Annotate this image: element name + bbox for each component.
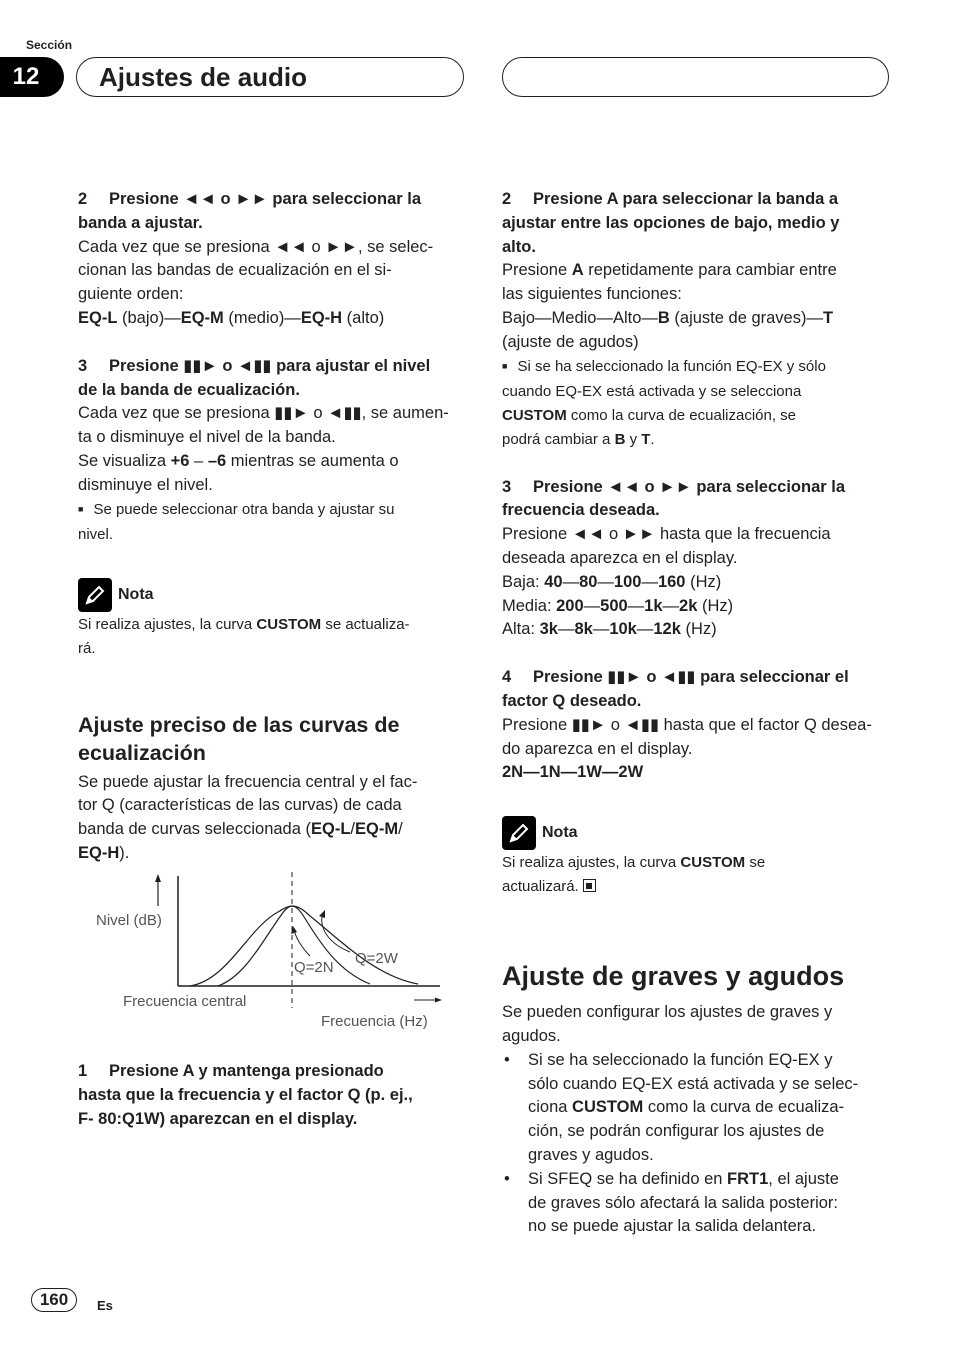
freq-high: Alta: 3k—8k—10k—12k (Hz): [502, 620, 717, 639]
eq-curve-diagram: [78, 868, 458, 1038]
bass-treble-bullets: [502, 1049, 890, 1239]
section-heading-bass-treble: Ajuste de graves y agudos: [502, 961, 845, 992]
step-3-left: 3 Presione ▮▮► o ◄▮▮ para ajustar el nivel de la banda de ecualización. Cada vez que se presiona ▮▮► o ◄▮▮, se aumen- ta o disminuye el nivel de la banda. Se visualiza +6 – –6 mientras se aumenta o disminuye el nivel. ■ Se puede seleccionar otra banda y ajustar su nivel.: [78, 355, 466, 547]
pencil-note-icon: [78, 578, 112, 612]
list-item: • Si se ha seleccionado la función EQ-EX y sólo cuando EQ-EX está activada y se selec- ciona CUSTOM como la curva de ecualiza- ción, se podrán configurar los ajustes de graves y agudos.: [502, 1049, 890, 1168]
end-square-icon: [583, 879, 596, 892]
q-values: 2N—1N—1W—2W: [502, 763, 644, 782]
label-frequency: Frecuencia (Hz): [321, 1013, 428, 1030]
nota-header: [78, 577, 466, 613]
label-q-2n: Q=2N: [294, 959, 334, 976]
page-number: 160: [31, 1288, 77, 1312]
nota-header-right: Nota: [502, 815, 890, 851]
step-note: ■ Se puede seleccionar otra banda y ajustar su: [78, 498, 466, 523]
section-label: Sección: [26, 38, 73, 52]
step-1-left: 1 Presione A y mantenga presionado hasta que la frecuencia y el factor Q (p. ej., F- 80:Q1W) aparezcan en el display.: [78, 1062, 413, 1128]
right-column: 2 Presione A para seleccionar la banda a ajustar entre las opciones de bajo, medio y alto. Presione A repetidamente para cambiar entre las siguientes funciones: Bajo—Medio—Alto—B (ajuste de graves)—T (ajuste de agudos) ■ Si se ha seleccionado la función EQ-EX y sólo cuando EQ-EX está activada y se selecciona CUSTOM como la curva de ecualización, se podrá cambiar a B y T. 3 Presione ◄◄ o ►► para seleccionar la frecuencia deseada. Presione ◄◄ o ►► hasta que la frecuencia deseada aparezca en el display. Baja: 40—80—100—160 (Hz) Media: 200—500—1k—2k (Hz) Alta: 3k—8k—10k—12k (Hz) 4 Presione ▮▮► o ◄▮▮ para seleccionar el factor Q deseado. Presione ▮▮► o ◄▮▮ hasta que el factor Q desea- do aparezca en el display. 2N—1N—1W—2W Nota Si realiza ajustes, la curva CUSTOM se actualizará. Ajuste de graves y agudos Se pueden configurar los ajustes de graves y agudos. • Si se ha seleccionado la función EQ-EX y sólo cuando EQ-EX está activada y se selec- ciona CUSTOM como la curva de ecualiza- ción, se podrán configurar los ajustes de graves y agudos. • Si SFEQ se ha definido en FRT1, el ajuste de graves sólo afectará la salida posterior: no se puede ajustar la salida delantera.: [502, 188, 890, 1239]
language-code: Es: [97, 1298, 113, 1313]
freq-mid: Media: 200—500—1k—2k (Hz): [502, 596, 734, 615]
band-order: EQ-L (bajo)—EQ-M (medio)—EQ-H (alto): [78, 308, 385, 327]
pencil-note-icon: [502, 816, 536, 850]
left-column: 2 Presione ◄◄ o ►► para seleccionar la banda a ajustar. Cada vez que se presiona ◄◄ o ►►, se selec- cionan las bandas de ecualización en el si- guiente orden: EQ-L (bajo)—EQ-M (medio)—EQ-H (alto) 3 Presione ▮▮► o ◄▮▮ para ajustar el nivel de la banda de ecualización. Cada vez que se presiona ▮▮► o ◄▮▮, se aumen- ta o disminuye el nivel de la banda. Se visualiza +6 – –6 mientras se aumenta o disminuye el nivel. ■ Se puede seleccionar otra banda y ajustar su nivel. Nota Si realiza ajustes, la curva CUSTOM se actualiza- rá. Ajuste preciso de las curvas de ecualización Se puede ajustar la frecuencia central y el fac- tor Q (características de las curvas) de cada banda de curvas seleccionada (EQ-L/EQ-M/ EQ-H).: [78, 188, 466, 866]
step-4-right: 4 Presione ▮▮► o ◄▮▮ para seleccionar el factor Q deseado. Presione ▮▮► o ◄▮▮ hasta que el factor Q desea- do aparezca en el display. 2N—1N—1W—2W: [502, 666, 890, 785]
label-center-frequency: Frecuencia central: [123, 993, 247, 1010]
list-item: • Si SFEQ se ha definido en FRT1, el ajuste de graves sólo afectará la salida posterior: no se puede ajustar la salida delantera.: [502, 1168, 890, 1239]
step-heading: Presione ◄◄ o ►► para seleccionar la: [109, 190, 422, 208]
label-level: Nivel (dB): [96, 912, 162, 929]
step-2-right: 2 Presione A para seleccionar la banda a ajustar entre las opciones de bajo, medio y alto. Presione A repetidamente para cambiar entre las siguientes funciones: Bajo—Medio—Alto—B (ajuste de graves)—T (ajuste de agudos) ■ Si se ha seleccionado la función EQ-EX y sólo cuando EQ-EX está activada y se selecciona CUSTOM como la curva de ecualización, se podrá cambiar a B y T.: [502, 188, 890, 452]
label-q-2w: Q=2W: [355, 950, 398, 967]
step-2-left: 2 Presione ◄◄ o ►► para seleccionar la banda a ajustar. Cada vez que se presiona ◄◄ o ►►, se selec- cionan las bandas de ecualización en el si- guiente orden: EQ-L (bajo)—EQ-M (medio)—EQ-H (alto): [78, 188, 466, 331]
page-title: Ajustes de audio: [76, 57, 464, 97]
header-empty-frame: [502, 57, 889, 97]
step-3-right: 3 Presione ◄◄ o ►► para seleccionar la frecuencia deseada. Presione ◄◄ o ►► hasta que la frecuencia deseada aparezca en el display. Baja: 40—80—100—160 (Hz) Media: 200—500—1k—2k (Hz) Alta: 3k—8k—10k—12k (Hz): [502, 476, 890, 643]
section-heading-fine-adjust: Ajuste preciso de las curvas de: [78, 712, 400, 737]
section-number-badge: 12: [0, 57, 64, 97]
freq-low: Baja: 40—80—100—160 (Hz): [502, 572, 722, 591]
nota-label: Nota: [118, 585, 154, 603]
